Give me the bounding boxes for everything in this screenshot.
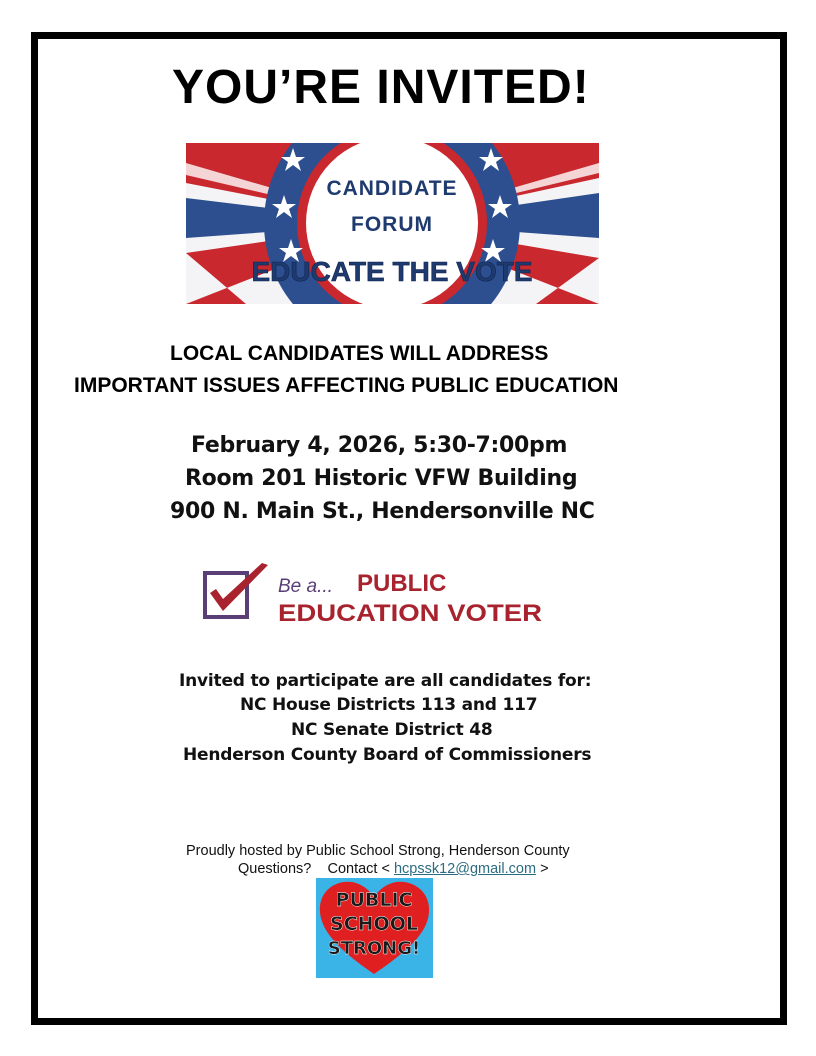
invite-intro: Invited to participate are all candidates for: (179, 671, 592, 691)
banner-line1: CANDIDATE (326, 177, 458, 200)
event-address: 900 N. Main St., Hendersonville NC (170, 499, 595, 524)
logo-line2: SCHOOL (330, 913, 418, 935)
contact-line (238, 861, 549, 877)
heart-logo-graphic (316, 878, 433, 978)
event-date: February 4, 2026, 5:30-7:00pm (191, 433, 568, 458)
hosted-by-text: Proudly hosted by Public School Strong, Henderson County (186, 843, 570, 859)
invitation-title: YOU’RE INVITED! (172, 61, 590, 114)
event-room: Room 201 Historic VFW Building (185, 466, 578, 491)
banner-line3: EDUCATE THE VOTE (251, 256, 533, 287)
contact-label: Contact < (327, 861, 390, 877)
email-link[interactable]: hcpssk12@gmail.com (393, 861, 537, 877)
pev-public: PUBLIC (357, 570, 447, 597)
invite-item-commissioners: Henderson County Board of Commissioners (183, 745, 592, 765)
questions-label: Questions? (238, 861, 312, 877)
banner-line2: FORUM (351, 213, 433, 236)
candidate-forum-banner (186, 143, 599, 304)
candidate-forum-graphic (186, 143, 599, 304)
logo-line3: STRONG! (327, 938, 421, 959)
contact-close: > (540, 861, 549, 877)
public-education-voter-logo (186, 561, 548, 633)
logo-line1: PUBLIC (335, 889, 413, 911)
pev-be-a: Be a... (278, 576, 333, 597)
pev-education-voter: EDUCATION VOTER (278, 600, 542, 627)
invite-item-senate: NC Senate District 48 (291, 720, 493, 740)
headline-line1: LOCAL CANDIDATES WILL ADDRESS (170, 342, 549, 365)
invite-item-house: NC House Districts 113 and 117 (240, 695, 538, 715)
public-school-strong-logo (316, 878, 433, 978)
headline-line2: IMPORTANT ISSUES AFFECTING PUBLIC EDUCATION (74, 374, 619, 397)
checkbox-icon-graphic (186, 561, 548, 633)
